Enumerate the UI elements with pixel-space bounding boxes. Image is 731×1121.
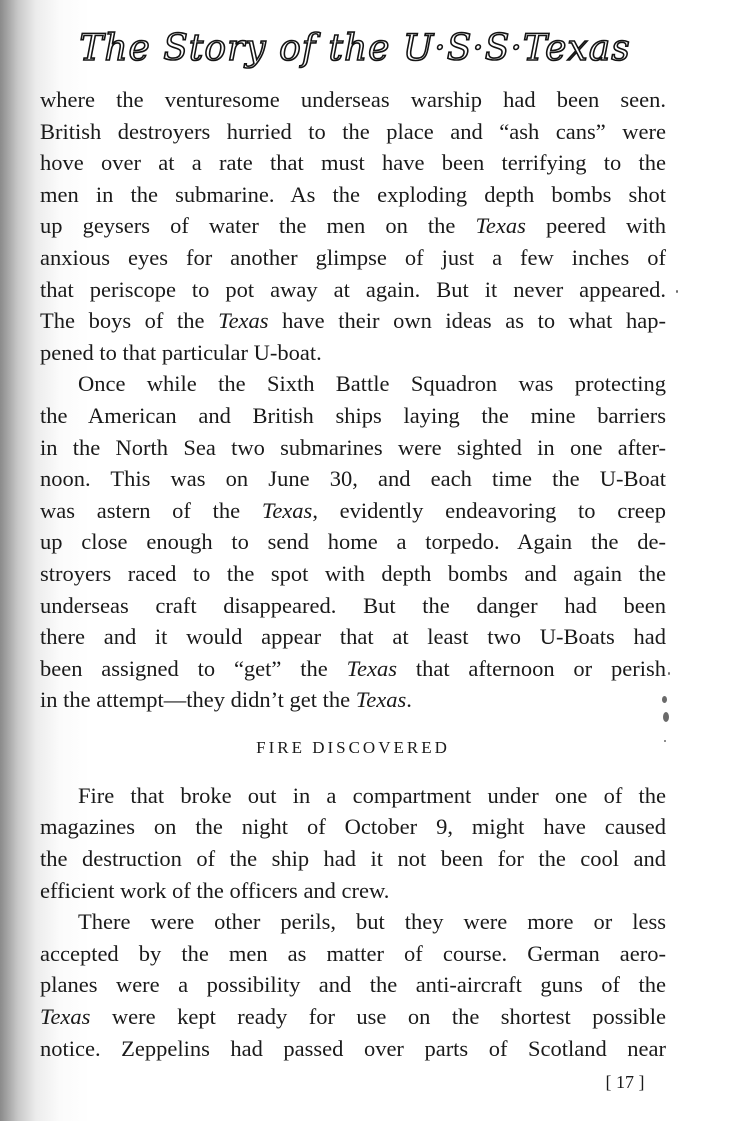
ship-name: Texas (40, 1004, 91, 1030)
text-line: accepted by the men as matter of course. German aero- (40, 940, 666, 966)
text-line: was astern of the Texas, evidently endeavoring to creep (40, 497, 666, 523)
ink-speck (664, 740, 666, 742)
text-line: There were other perils, but they were more or less (78, 909, 666, 935)
text-line: the destruction of the ship had it not been for the cool and (40, 846, 666, 872)
text-line: in the attempt—they didn’t get the Texas. (40, 687, 412, 713)
text-line: anxious eyes for another glimpse of just a few inches of (40, 244, 666, 270)
ship-name: Texas (475, 213, 526, 239)
text-line: planes were a possibility and the anti-aircraft guns of the (40, 972, 666, 998)
text-line: Fire that broke out in a compartment under one of the (78, 782, 666, 808)
text-line: Texas were kept ready for use on the shortest possible (40, 1004, 666, 1030)
ship-name: Texas (218, 308, 269, 334)
ship-name: Texas (355, 687, 407, 713)
text-line: men in the submarine. As the exploding depth bombs shot (40, 181, 666, 207)
body-text (40, 84, 666, 1064)
page-number: [ 17 ] (605, 1072, 645, 1092)
text-line: notice. Zeppelins had passed over parts of Scotland near (40, 1035, 666, 1061)
text-line: pened to that particular U-boat. (40, 339, 322, 365)
paragraph-june-submarines (40, 368, 666, 716)
text-line: magazines on the night of October 9, might have caused (40, 814, 666, 840)
ink-speck (663, 712, 669, 722)
ship-name: Texas (261, 497, 313, 523)
text-line: underseas craft disappeared. But the danger had been (40, 592, 666, 618)
text-line: that periscope to pot away at again. But it never appeared. (40, 276, 666, 302)
paragraph-continued (40, 84, 666, 368)
text-line: The boys of the Texas have their own ideas as to what hap- (40, 308, 666, 334)
paragraph-fire (40, 780, 666, 906)
text-line: stroyers raced to the spot with depth bombs and again the (40, 560, 666, 586)
ink-speck (668, 672, 670, 675)
text-line: hove over at a rate that must have been terrifying to the (40, 150, 666, 176)
text-line: British destroyers hurried to the place and “ash cans” were (40, 118, 666, 144)
text-line: the American and British ships laying the mine barriers (40, 402, 666, 428)
text-line: efficient work of the officers and crew. (40, 877, 390, 903)
text-line: Once while the Sixth Battle Squadron was protecting (78, 371, 666, 397)
running-header: The Story of the U·S·S·Texas (79, 28, 631, 69)
ink-speck (662, 696, 667, 703)
text-line: there and it would appear that at least two U-Boats had (40, 624, 666, 650)
text-line: in the North Sea two submarines were sighted in one after- (40, 434, 666, 460)
text-line: noon. This was on June 30, and each time the U-Boat (40, 466, 666, 492)
section-heading: FIRE DISCOVERED (256, 737, 450, 757)
text-line: up geysers of water the men on the Texas peered with (40, 213, 666, 239)
ink-speck (676, 290, 678, 293)
ship-name: Texas (346, 655, 397, 681)
text-line: been assigned to “get” the Texas that afternoon or perish (40, 655, 666, 681)
paragraph-other-perils (40, 906, 666, 1064)
text-line: up close enough to send home a torpedo. Again the de- (40, 529, 666, 555)
text-line: where the venturesome underseas warship had been seen. (40, 87, 666, 112)
